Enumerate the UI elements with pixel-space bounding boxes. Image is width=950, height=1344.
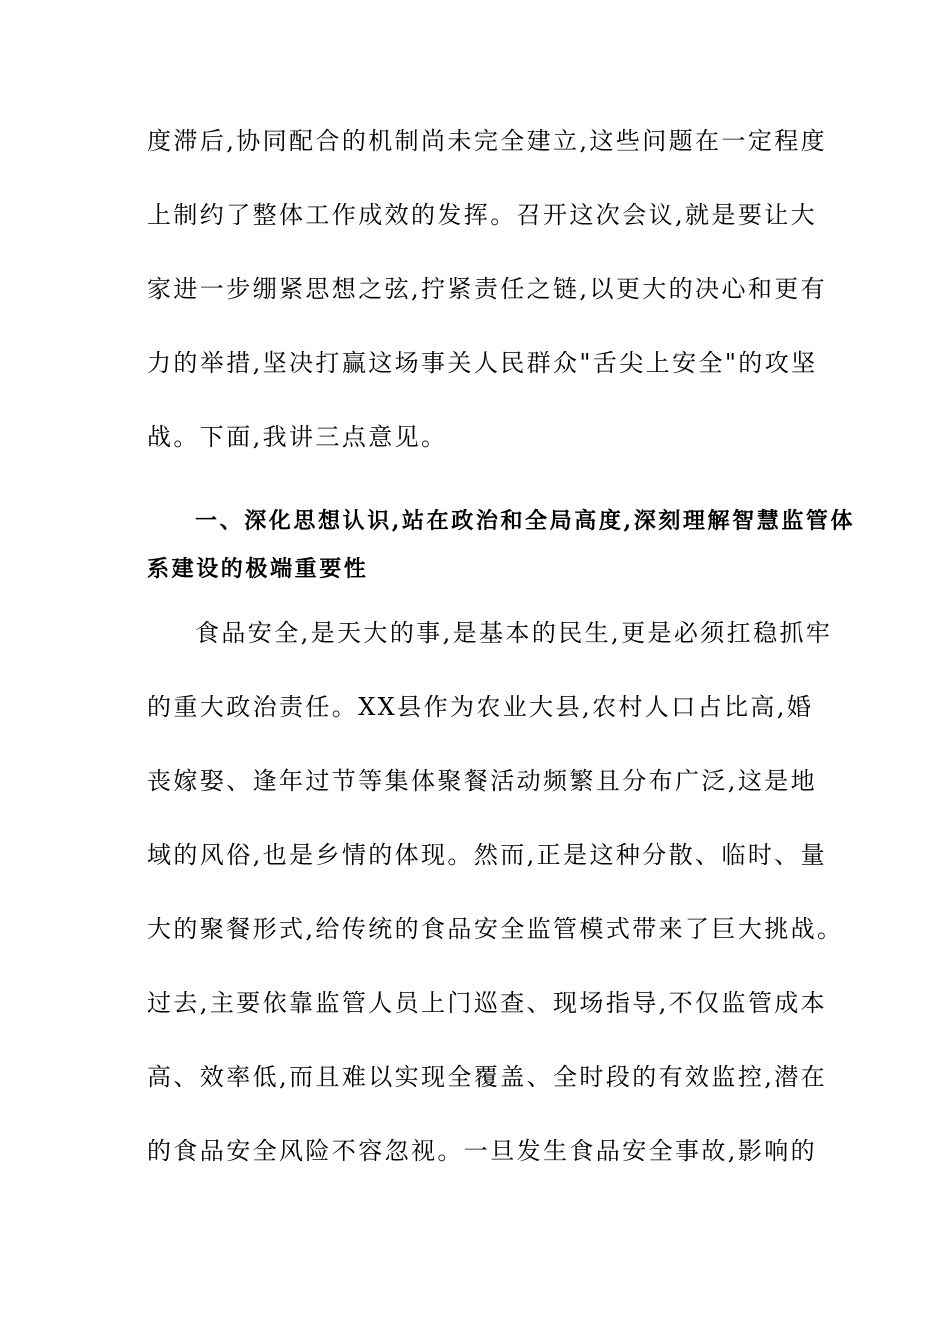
text-line: 上制约了整体工作成效的发挥。召开这次会议,就是要让大 [147,201,818,229]
text-line: 战。下面,我讲三点意见。 [147,423,448,451]
text-line: 的食品安全风险不容忽视。一旦发生食品安全事故,影响的 [147,1137,818,1165]
text-line: 度滞后,协同配合的机制尚未完全建立,这些问题在一定程度 [147,127,828,155]
text-line: 丧嫁娶、逢年过节等集体聚餐活动频繁且分布广泛,这是地 [147,767,818,795]
heading-line: 系建设的极端重要性 [147,556,369,582]
text-line: 力的举措,坚决打赢这场事关人民群众"舌尖上安全"的攻坚 [147,349,818,377]
text-line: 域的风俗,也是乡情的体现。然而,正是这种分散、临时、量 [147,841,828,869]
text-line: 高、效率低,而且难以实现全覆盖、全时段的有效监控,潜在 [147,1063,828,1091]
text-line: 食品安全,是天大的事,是基本的民生,更是必须扛稳抓牢 [195,619,833,647]
text-line: 大的聚餐形式,给传统的食品安全监管模式带来了巨大挑战。 [147,915,844,943]
heading-line: 一、深化思想认识,站在政治和全局高度,深刻理解智慧监管体 [195,508,856,534]
text-line: 的重大政治责任。XX县作为农业大县,农村人口占比高,婚 [147,693,814,721]
text-line: 家进一步绷紧思想之弦,拧紧责任之链,以更大的决心和更有 [147,275,828,303]
text-line: 过去,主要依靠监管人员上门巡查、现场指导,不仅监管成本 [147,989,828,1017]
